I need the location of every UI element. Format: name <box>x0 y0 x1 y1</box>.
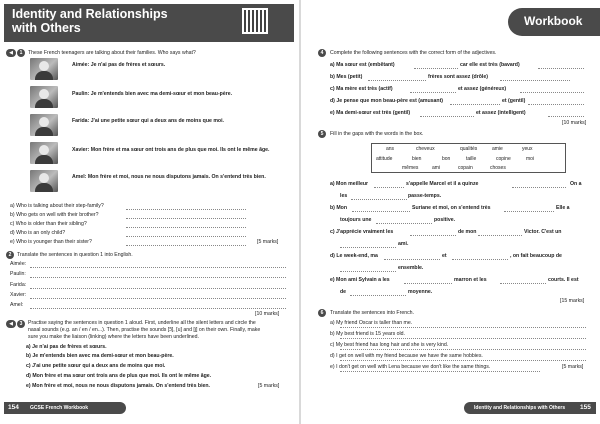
q5-instruction: Fill in the gaps with the words in the box. <box>330 131 424 137</box>
word: yeux <box>522 146 533 152</box>
q5-gap-text: e) Mon ami Sylvain a les <box>330 277 390 283</box>
answer-line[interactable] <box>126 209 246 210</box>
title-line-2: with Others <box>12 21 81 35</box>
gap-line[interactable] <box>350 295 406 296</box>
q4-item-part: car elle est très (bavard) <box>460 62 520 68</box>
q1-question: e) Who is younger than their sister? <box>10 239 92 245</box>
q5-gap-text: , on fait beaucoup de <box>510 253 562 259</box>
q6-item: a) My friend Oscar is taller than me. <box>330 320 413 326</box>
q5-gap-text: marron et les <box>454 277 487 283</box>
q4-item: d) Je pense que mon beau-père est (amusant) <box>330 98 444 104</box>
answer-line[interactable] <box>528 104 584 105</box>
page-number: 155 <box>580 404 591 411</box>
q1-question: c) Who is older than their sibling? <box>10 221 87 227</box>
q5-gap-text: de <box>340 289 347 295</box>
answer-line[interactable] <box>126 236 246 237</box>
q5-gap-text: de mon <box>458 229 477 235</box>
speaker-line: Paulin: Je m'entends bien avec ma demi-sœur et mon beau-père. <box>72 91 233 97</box>
q2-instruction: Translate the sentences in question 1 into English. <box>17 252 133 258</box>
name-label: Paulin: <box>10 271 26 277</box>
word: copain <box>458 165 473 171</box>
question-number: 3 <box>17 320 25 328</box>
gap-line[interactable] <box>340 271 396 272</box>
q5-gap-text: s'appelle Marcel et il a quinze <box>406 181 479 187</box>
marks-label: [10 marks] <box>562 120 587 126</box>
title-line-1: Identity and Relationships <box>12 7 168 21</box>
answer-line[interactable] <box>548 116 584 117</box>
answer-line[interactable] <box>450 104 500 105</box>
q5-gap-text: courts. Il est <box>548 277 579 283</box>
speaker-line: Amel: Mon frère et moi, nous ne nous disputons jamais. On s'entend très bien. <box>72 174 266 180</box>
answer-line[interactable] <box>340 360 586 361</box>
q3-item: d) Mon frère et ma sœur ont trois ans de plus que moi. Ils ont le même âge. <box>26 373 212 379</box>
q5-gap-text: toujours une <box>340 217 372 223</box>
word: choses <box>490 165 506 171</box>
name-label: Xavier: <box>10 292 27 298</box>
speaker-line: Aimée: Je n'ai pas de frères et sœurs. <box>72 62 166 68</box>
q5-gap-text: ensemble. <box>398 265 424 271</box>
word: bon <box>442 156 451 162</box>
answer-line[interactable] <box>126 218 246 219</box>
q3-instruction: nasal sounds (e.g. an / en / en...). Then, practise the sounds [ɔ̃], [u] and [j] on their own. Finally, make <box>28 327 261 333</box>
q4-item-part: et (gentil) <box>502 98 526 104</box>
q4-item: e) Ma demi-sœur est très (gentil) <box>330 110 411 116</box>
q6-item: e) I don't get on well with Lena because we don't like the same things. <box>330 364 491 370</box>
speaker-line: Farida: J'ai une petite sœur qui a deux ans de moins que moi. <box>72 118 224 124</box>
page-title <box>12 7 232 35</box>
q5-gap-text: positive. <box>434 217 456 223</box>
answer-line[interactable] <box>340 371 540 372</box>
answer-line[interactable] <box>340 338 586 339</box>
gap-line[interactable] <box>504 211 554 212</box>
q5-gap-text: Victor. C'est un <box>524 229 562 235</box>
name-label: Aimée: <box>10 261 27 267</box>
q1-instruction: These French teenagers are talking about their families. Who says what? <box>28 50 196 56</box>
q3-item: e) Mon frère et moi, nous ne nous disputons jamais. On s'entend très bien. <box>26 383 211 389</box>
answer-line[interactable] <box>340 327 586 328</box>
word: copine <box>496 156 511 162</box>
q6-item: c) My best friend has long hair and she is very kind. <box>330 342 449 348</box>
q5-gap-text: ami. <box>398 241 409 247</box>
gap-line[interactable] <box>404 283 452 284</box>
gap-line[interactable] <box>384 259 440 260</box>
footer-text: GCSE French Workbook <box>30 405 88 411</box>
answer-line[interactable] <box>30 277 286 278</box>
answer-line[interactable] <box>126 245 246 246</box>
workbook-label: Workbook <box>524 14 583 28</box>
q3-item: b) Je m'entends bien avec ma demi-sœur et mon beau-père. <box>26 353 174 359</box>
gap-line[interactable] <box>410 235 456 236</box>
word-box <box>371 143 566 173</box>
answer-line[interactable] <box>340 349 586 350</box>
marks-label: [10 marks] <box>255 311 280 317</box>
photo-aimee <box>30 58 58 80</box>
answer-line[interactable] <box>538 68 584 69</box>
answer-line[interactable] <box>368 80 426 81</box>
marks-label: [5 marks] <box>257 239 279 245</box>
q1-question: a) Who is talking about their step-family? <box>10 203 104 209</box>
q4-item: b) Mes (petit) <box>330 74 363 80</box>
audio-icon[interactable]: ◀ <box>6 320 16 328</box>
word: ami <box>432 165 441 171</box>
question-number: 2 <box>6 251 14 259</box>
q3-item: a) Je n'ai pas de frères et sœurs. <box>26 344 107 350</box>
answer-line[interactable] <box>500 80 570 81</box>
footer-text: Identity and Relationships with Others <box>474 405 566 411</box>
gap-line[interactable] <box>340 247 396 248</box>
gap-line[interactable] <box>478 235 522 236</box>
gap-line[interactable] <box>500 283 546 284</box>
photo-paulin <box>30 86 58 108</box>
q5-gap-text: On a <box>570 181 582 187</box>
q5-gap-text: passe-temps. <box>408 193 442 199</box>
q5-gap-text: d) Le week-end, ma <box>330 253 378 259</box>
word: taille <box>466 156 477 162</box>
word: ans <box>386 146 395 152</box>
marks-label: [5 marks] <box>258 383 280 389</box>
word: amie <box>492 146 503 152</box>
q5-gap-text: b) Mon <box>330 205 347 211</box>
gap-line[interactable] <box>376 223 432 224</box>
word: moi <box>526 156 535 162</box>
q4-item-part: et assez (intelligent) <box>476 110 526 116</box>
marks-label: [15 marks] <box>560 298 585 304</box>
q5-gap-text: c) J'apprécie vraiment les <box>330 229 394 235</box>
answer-line[interactable] <box>420 116 474 117</box>
q6-instruction: Translate the sentences into French. <box>330 310 415 316</box>
page-gutter <box>299 0 301 424</box>
answer-line[interactable] <box>520 92 584 93</box>
q4-item-part: frères sont assez (drôle) <box>428 74 488 80</box>
name-label: Amel: <box>10 302 24 308</box>
qr-code-icon[interactable] <box>242 8 268 34</box>
gap-line[interactable] <box>374 187 404 188</box>
answer-line[interactable] <box>126 227 246 228</box>
word: qualités <box>460 146 478 152</box>
q4-instruction: Complete the following sentences with the correct form of the adjectives. <box>330 50 497 56</box>
photo-xavier <box>30 142 58 164</box>
word: attitude <box>376 156 393 162</box>
q6-item: b) My best friend is 15 years old. <box>330 331 405 337</box>
gap-line[interactable] <box>452 259 508 260</box>
marks-label: [5 marks] <box>562 364 584 370</box>
photo-amel <box>30 170 58 192</box>
q4-item: a) Ma sœur est (embêtant) <box>330 62 395 68</box>
speaker-line: Xavier: Mon frère et ma sœur ont trois ans de plus que moi. Ils ont le même âge. <box>72 147 270 153</box>
q5-gap-text: et <box>442 253 447 259</box>
answer-line[interactable] <box>414 68 458 69</box>
q5-gap-text: les <box>340 193 348 199</box>
q5-gap-text: a) Mon meilleur <box>330 181 369 187</box>
word: cheveux <box>416 146 435 152</box>
answer-line[interactable] <box>30 298 286 299</box>
question-number: 5 <box>318 130 326 138</box>
q1-question: b) Who gets on well with their brother? <box>10 212 99 218</box>
q1-question: d) Who is an only child? <box>10 230 66 236</box>
answer-line[interactable] <box>410 92 456 93</box>
question-number: 6 <box>318 309 326 317</box>
q3-instruction: Practise saying the sentences in question 1 aloud. First, underline all the silent letters and circle the <box>28 320 256 326</box>
q4-item: c) Ma mère est très (actif) <box>330 86 393 92</box>
gap-line[interactable] <box>512 187 566 188</box>
q5-gap-text: moyenne. <box>408 289 433 295</box>
word: mêmes <box>402 165 419 171</box>
photo-farida <box>30 114 58 136</box>
question-number: 1 <box>17 49 25 57</box>
answer-line[interactable] <box>30 267 286 268</box>
question-number: 4 <box>318 49 326 57</box>
gap-line[interactable] <box>351 199 407 200</box>
word: bien <box>412 156 422 162</box>
name-label: Farida: <box>10 282 27 288</box>
q6-item: d) I get on well with my friend because we have the same hobbies. <box>330 353 483 359</box>
q5-gap-text: Elle a <box>556 205 570 211</box>
q5-gap-text: Suriane et moi, on s'entend très <box>412 205 491 211</box>
answer-line[interactable] <box>30 288 286 289</box>
q3-item: c) J'ai une petite sœur qui a deux ans de moins que moi. <box>26 363 166 369</box>
q3-instruction: sure you make the liaison (linking) where the letters have been underlined. <box>28 334 199 340</box>
gap-line[interactable] <box>352 211 410 212</box>
answer-line[interactable] <box>30 308 286 309</box>
page-number: 154 <box>8 404 19 411</box>
q4-item-part: et assez (généreux) <box>458 86 507 92</box>
audio-icon[interactable]: ◀ <box>6 49 16 57</box>
